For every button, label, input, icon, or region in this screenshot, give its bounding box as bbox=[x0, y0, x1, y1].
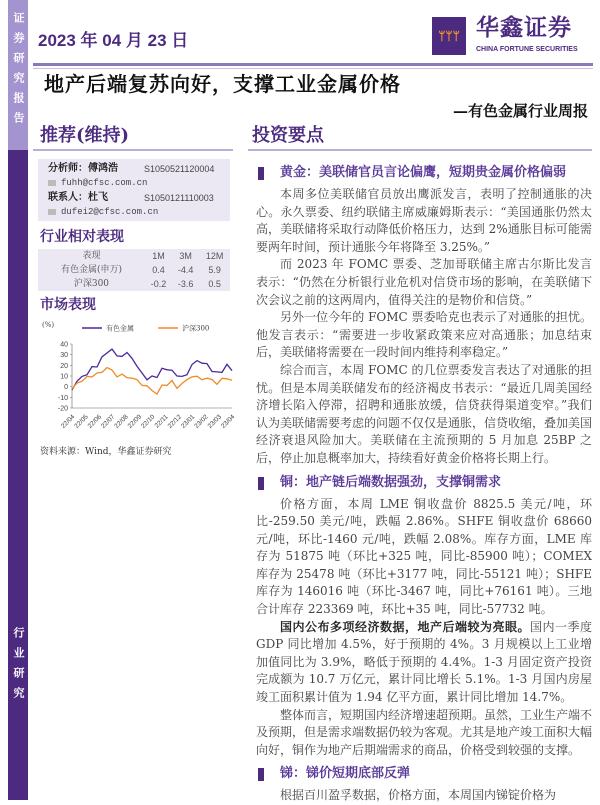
table-header bbox=[38, 249, 230, 263]
y-tick-label: 30 bbox=[60, 352, 68, 360]
market-title: 市场表现 bbox=[40, 297, 96, 313]
heading-marker-icon bbox=[258, 477, 264, 490]
rating: 推荐(维持) bbox=[40, 125, 130, 146]
cell: -4.4 bbox=[177, 264, 194, 275]
section-heading-text: 黄金：美联储官员言论偏鹰，短期贵金属价格偏弱 bbox=[280, 165, 567, 180]
legend-label: 有色金属 bbox=[106, 324, 134, 333]
contact-code: S1050121110003 bbox=[144, 193, 214, 203]
logo-text: 华鑫证券 bbox=[476, 14, 572, 40]
paragraph: 综合而言，本周 FOMC 的几位票委发言表达了对通胀的担忧。但是本周美联储发布的经济褐皮书表示：“最近几周美国经济增长陷入停滞，招聘和通胀放缓，信贷获得渠道变窄。”我们认为美联储需要考虑的问题不仅仅是通胀，信贷收缩，叠加美国经济衰退风险加大。美联储在主流预期的 5 月加息 25BP 之后，停止加息概率加大，持续看好黄金价格将长期上行。 bbox=[256, 362, 593, 465]
cell: 5.9 bbox=[208, 264, 221, 275]
header-divider bbox=[33, 63, 593, 66]
y-tick-label: -10 bbox=[57, 394, 68, 402]
paragraph: 另外一位今年的 FOMC 票委哈克也表示了对通胀的担忧。他发言表示：“需要进一步收紧政策来应对高通胀；加息结束后，美联储将需要在一段时间内维持利率稳定。” bbox=[256, 310, 592, 360]
bold-lead: 国内公布多项经济数据，地产后端较为亮眼。 bbox=[280, 619, 530, 634]
paragraph bbox=[256, 619, 592, 707]
header-cell: 3M bbox=[179, 250, 192, 261]
rating-divider bbox=[33, 149, 233, 151]
market-chart bbox=[38, 318, 238, 444]
perf-title: 行业相对表现 bbox=[40, 229, 124, 245]
x-tick-label: 22/06 bbox=[86, 413, 104, 430]
analyst-box bbox=[38, 159, 230, 221]
report-title: 地产后端复苏向好，支撑工业金属价格 bbox=[44, 72, 401, 96]
table-row bbox=[38, 277, 230, 291]
section-heading bbox=[256, 474, 592, 492]
section-heading-text: 锑：锑价短期底部反弹 bbox=[280, 766, 411, 782]
x-tick-label: 22/05 bbox=[73, 413, 90, 430]
header-cell: 12M bbox=[205, 250, 224, 261]
paragraph: 而 2023 年 FOMC 票委、芝加哥联储主席古尔斯比发言表示：“仍然在分析银行业危机对信贷市场的影响，在美联储下次会议之前的这两周内，值得关注的是物价和信贷。” bbox=[256, 257, 592, 307]
key-points-divider bbox=[248, 149, 592, 151]
y-tick-label: 10 bbox=[60, 373, 68, 381]
key-points-body bbox=[256, 158, 592, 805]
x-tick-label: 22/09 bbox=[126, 413, 144, 430]
x-tick-label: 22/11 bbox=[153, 413, 170, 430]
contact-email[interactable]: dufei2@cfsc.com.cn bbox=[61, 207, 159, 217]
logo-subtext: CHINA FORTUNE SECURITIES bbox=[476, 46, 578, 53]
mail-icon bbox=[48, 180, 56, 186]
y-axis-label: (%) bbox=[42, 321, 55, 329]
x-tick-label: 23/02 bbox=[193, 413, 210, 430]
cell: -0.2 bbox=[150, 278, 167, 289]
x-tick-label: 22/07 bbox=[99, 413, 117, 430]
y-tick-label: -20 bbox=[57, 405, 68, 413]
paragraph-text: 国内一季度 GDP 同比增加 4.5%，好于预期的 4%。3 月规模以上工业增加值同比为 3.9%，略低于预期的 4.4%。1-3 月固定资产投资完成额为 10.7 万亿元，累计同比增长 5.1%。1-3 月国内房屋竣工面积累计值为 1.94 亿平方面，累计同比增加 14.7%。 bbox=[256, 619, 592, 705]
paragraph: 根据百川盈孚数据，价格方面，本周国内锑锭价格为 bbox=[280, 788, 557, 803]
paragraph: 价格方面，本周 LME 铜收盘价 8825.5 美元/吨，环比-259.50 美元/吨，跌幅 2.86%。SHFE 铜收盘价 68660 元/吨，环比-1460 元/吨，跌幅 2.08%。库存方面，LME 库存为 51875 吨（环比+325 吨，同比-85900 吨）；COMEX 库存为 25478 吨（环比+3177 吨，同比-55121 吨）；SHFE 库存为 146016 吨（环比-3467 吨，同比+76161 吨）。三地合计库存 223369 吨，环比+35 吨，同比-57732 吨。 bbox=[256, 496, 592, 617]
key-points-title: 投资要点 bbox=[252, 125, 324, 146]
x-tick-label: 22/10 bbox=[139, 413, 157, 430]
analyst-name: 分析师：傅鸿浩 bbox=[48, 163, 118, 174]
cell: 0.5 bbox=[208, 278, 221, 289]
perf-table bbox=[38, 249, 230, 291]
heading-marker-icon bbox=[258, 167, 264, 180]
mail-icon bbox=[48, 209, 56, 215]
legend-label: 沪深300 bbox=[182, 324, 210, 333]
cell: 沪深300 bbox=[73, 278, 110, 289]
report-date: 2023 年 04 月 23 日 bbox=[38, 31, 189, 50]
x-tick-label: 22/08 bbox=[113, 413, 130, 430]
sidebar-bottom-label: 行业研究 bbox=[12, 627, 25, 707]
section-heading-text: 铜：地产链后端数据强劲，支撑铜需求 bbox=[280, 474, 502, 490]
logo-icon: ᛘᛘᛘ bbox=[432, 17, 466, 55]
section-heading bbox=[256, 164, 592, 182]
x-tick-label: 23/01 bbox=[179, 413, 197, 430]
y-tick-label: 20 bbox=[60, 362, 68, 370]
x-tick-label: 22/04 bbox=[59, 413, 77, 430]
analyst-code: S1050521120004 bbox=[144, 164, 215, 174]
y-tick-label: 0 bbox=[64, 384, 68, 392]
paragraph: 整体而言，短期国内经济增速超预期。虽然，工业生产端不及预期，但是需求端数据仍较为客观。尤其是地产竣工面积大幅向好，铜作为地产后期端需求的商品，价格受到较强的支撑。 bbox=[256, 707, 593, 757]
table-row bbox=[38, 263, 230, 277]
x-tick-label: 22/12 bbox=[166, 413, 184, 430]
section-heading bbox=[256, 765, 592, 783]
chart-source: 资料来源：Wind，华鑫证券研究 bbox=[40, 447, 172, 457]
x-tick-label: 23/04 bbox=[219, 413, 237, 430]
header-divider-thin bbox=[33, 68, 593, 69]
contact-name: 联系人：杜飞 bbox=[48, 192, 108, 203]
cell: 有色金属(申万) bbox=[60, 264, 122, 275]
analyst-email[interactable]: fuhh@cfsc.com.cn bbox=[61, 178, 148, 188]
header-cell: 1M bbox=[152, 250, 165, 261]
cell: -3.6 bbox=[177, 278, 194, 289]
x-tick-label: 23/03 bbox=[206, 413, 224, 430]
series-line-nonferrous bbox=[72, 349, 232, 390]
heading-marker-icon bbox=[258, 768, 264, 781]
report-subtitle: —有色金属行业周报 bbox=[452, 102, 588, 120]
paragraph: 本周多位美联储官员放出鹰派发言，表明了控制通胀的决心。永久票委、纽约联储主席威廉姆斯表示：“美国通胀仍然太高，美联储将采取行动降低价格压力，达到 2%通胀目标可能需要两年时间，预计通胀今年将降至 3.25%。” bbox=[256, 187, 592, 254]
cell: 0.4 bbox=[152, 264, 165, 275]
header-cell: 表现 bbox=[82, 250, 101, 261]
y-tick-label: 40 bbox=[60, 341, 68, 349]
series-line-hs300 bbox=[72, 368, 232, 395]
sidebar-top-label: 证券研究报告 bbox=[12, 12, 25, 132]
